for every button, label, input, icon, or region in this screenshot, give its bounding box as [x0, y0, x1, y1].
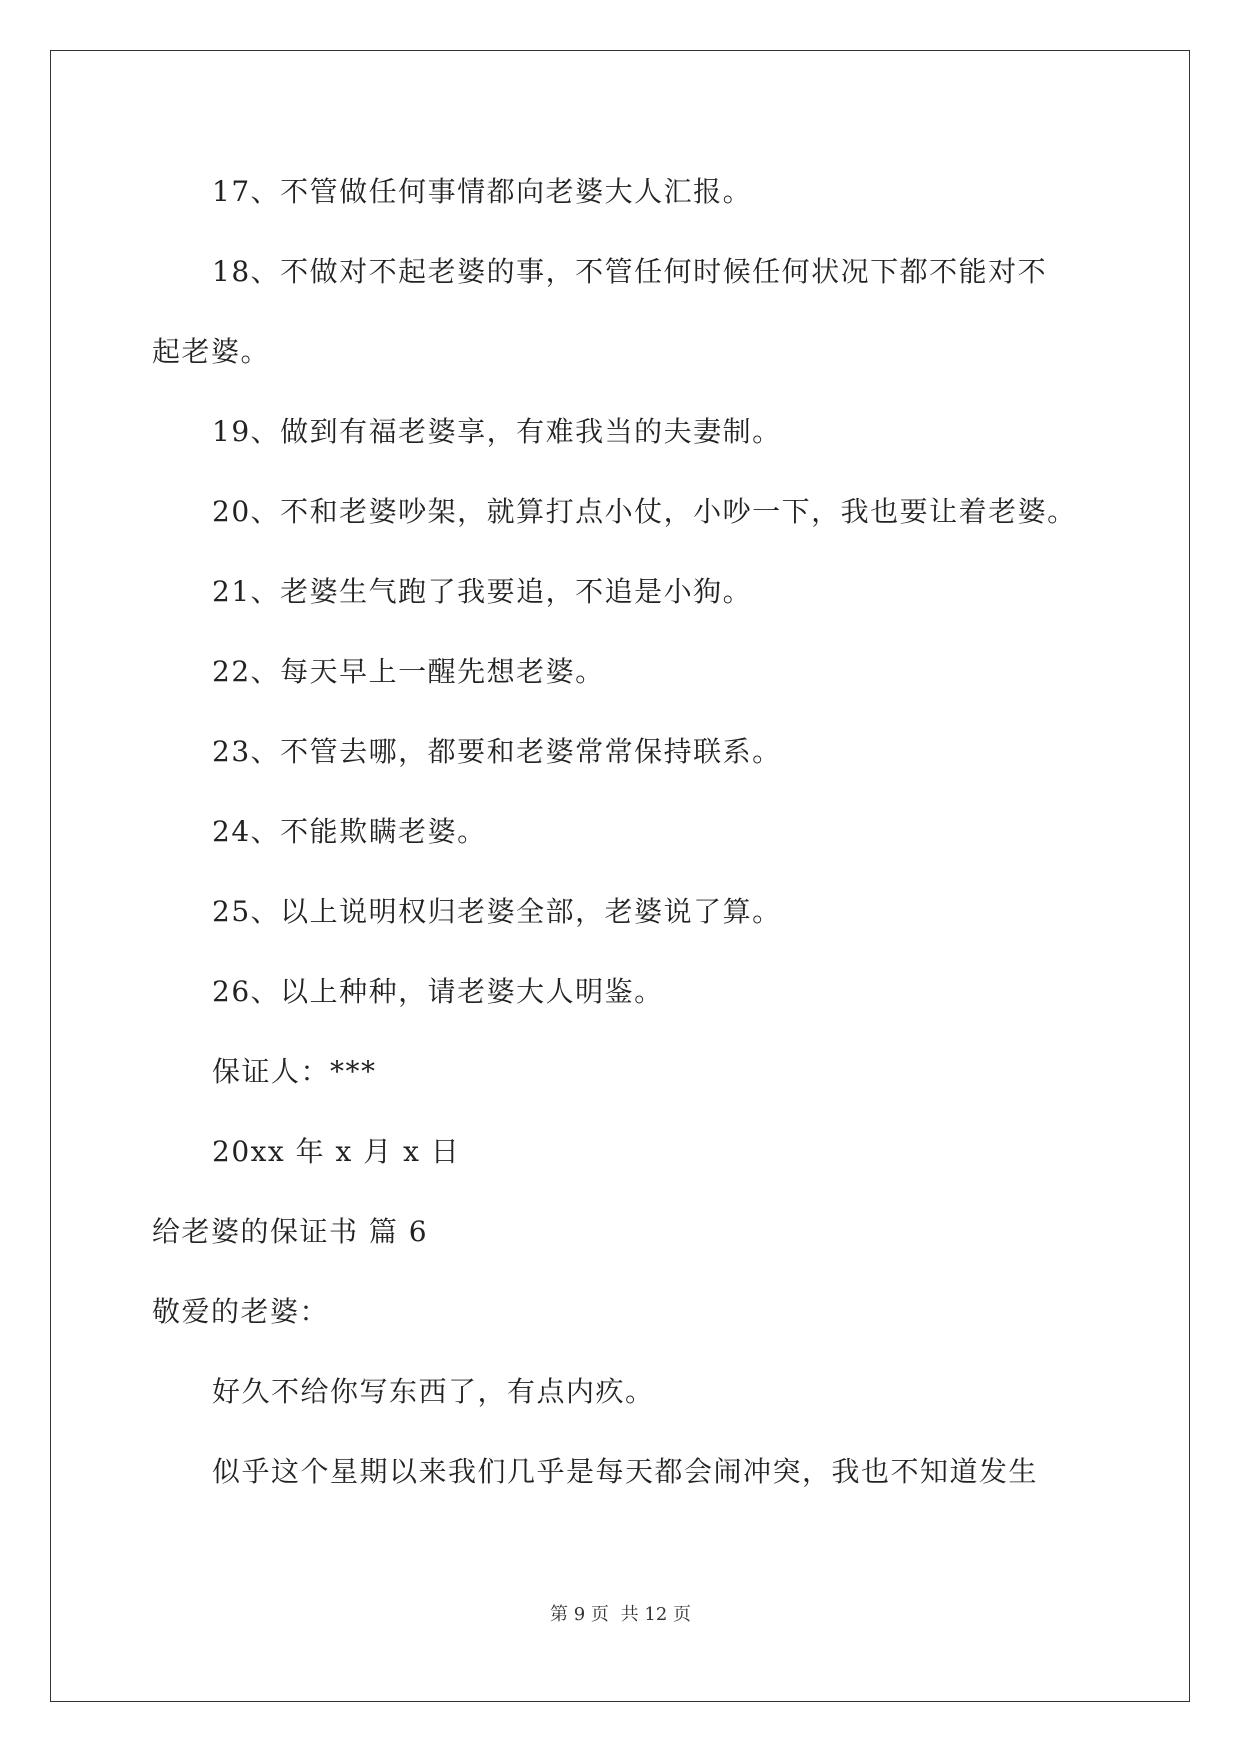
page-footer: [0, 1603, 1241, 1627]
paragraph-line: 24、不能欺瞒老婆。: [212, 815, 487, 848]
paragraph-line: 22、每天早上一醒先想老婆。: [212, 655, 605, 688]
guarantor-line: 保证人：***: [212, 1055, 377, 1088]
paragraph-line: 20、不和老婆吵架，就算打点小仗，小吵一下，我也要让着老婆。: [212, 495, 1077, 528]
paragraph-line: 23、不管去哪，都要和老婆常常保持联系。: [212, 735, 782, 768]
salutation: 敬爱的老婆：: [152, 1295, 330, 1328]
paragraph-line: 21、老婆生气跑了我要追，不追是小狗。: [212, 575, 753, 608]
paragraph-line: 好久不给你写东西了，有点内疚。: [212, 1375, 655, 1408]
paragraph-line: 17、不管做任何事情都向老婆大人汇报。: [212, 175, 753, 208]
paragraph-line: 26、以上种种，请老婆大人明鉴。: [212, 975, 664, 1008]
paragraph-line: 18、不做对不起老婆的事，不管任何时候任何状况下都不能对不: [212, 255, 1048, 288]
page-number: 第 9 页: [550, 1604, 609, 1625]
section-heading: 给老婆的保证书 篇 6: [152, 1215, 429, 1248]
paragraph-line: 25、以上说明权归老婆全部，老婆说了算。: [212, 895, 782, 928]
paragraph-line: 似乎这个星期以来我们几乎是每天都会闹冲突，我也不知道发生: [212, 1455, 1039, 1488]
paragraph-line: 19、做到有福老婆享，有难我当的夫妻制。: [212, 415, 782, 448]
paragraph-line: 起老婆。: [152, 335, 271, 368]
page-total: 共 12 页: [620, 1604, 691, 1625]
date-line: 20xx 年 x 月 x 日: [212, 1135, 461, 1168]
